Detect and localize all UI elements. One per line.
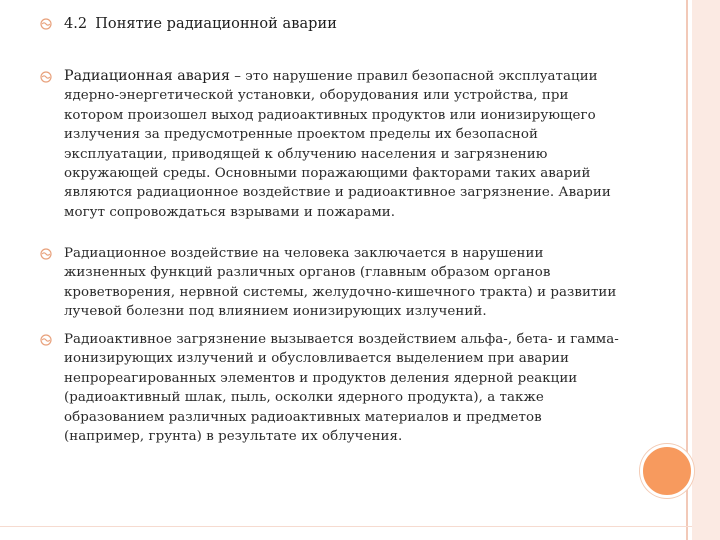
bottom-divider: [0, 526, 692, 527]
wavy-bullet-icon: [40, 18, 52, 30]
term-lead: Радиационная авария: [64, 68, 230, 84]
wavy-bullet-icon: [40, 334, 52, 346]
page-title: [64, 14, 624, 34]
paragraph-text: Радиоактивное загрязнение вызывается воздействием альфа-, бета- и гамма- ионизирующих излучений и обусловливается выделением при аварии непрореагированных элементов и продуктов деления ядерной реакции (радиоактивный шлак, пыль, осколки ядерного продукта), а также образованием различных радиоактивных материалов и предметов (например, грунта) в результате их облучения.: [64, 332, 619, 445]
paragraph-text: Радиационное воздействие на человека заключается в нарушении жизненных функций различных органов (главным образом органов кроветворения, нервной системы, желудочно-кишечного тракта) и развитии лучевой болезни под влиянием ионизирующих излучений.: [64, 246, 617, 320]
wavy-bullet-icon: [40, 71, 52, 83]
section-number: 4.2: [64, 16, 88, 32]
right-decorative-band: [692, 0, 720, 540]
paragraph-text: [64, 67, 624, 222]
section-title: Понятие радиационной аварии: [95, 16, 337, 32]
decorative-circle: [640, 444, 694, 498]
wavy-bullet-icon: [40, 248, 52, 260]
term-definition: – это нарушение правил безопасной эксплуатации ядерно-энергетической установки, оборудования или устройства, при котором произошел выход радиоактивных продуктов или ионизирующего излучения за предусмотренные проектом пределы их безопасной эксплуатации, приводящей к облучению населения и загрязнению окружающей среды. Основными поражающими факторами таких аварий являются радиационное воздействие и радиоактивное загрязнение. Аварии могут сопровождаться взрывами и пожарами.: [64, 69, 611, 220]
